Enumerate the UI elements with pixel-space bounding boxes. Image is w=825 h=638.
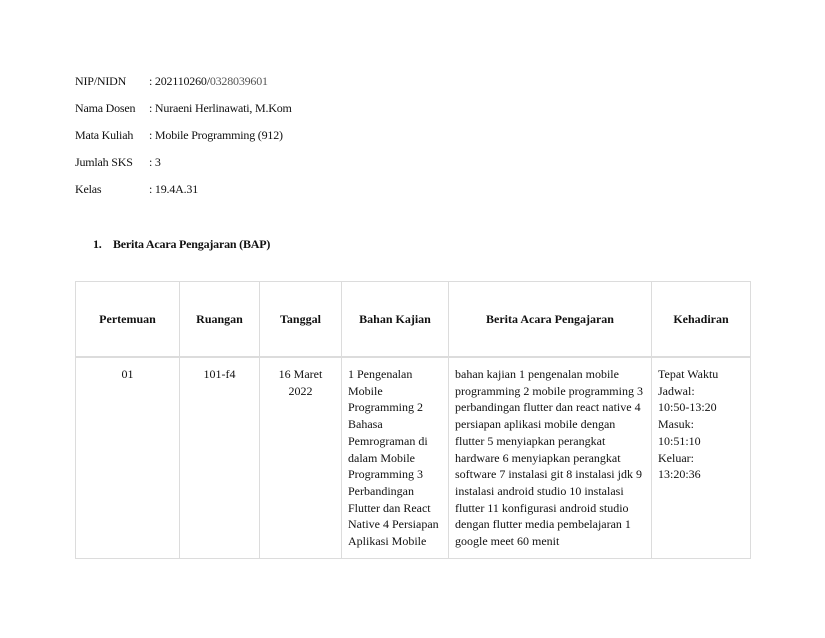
header-kehadiran: Kehadiran <box>652 282 751 358</box>
cell-pertemuan: 01 <box>76 357 180 558</box>
info-row-matakuliah <box>75 128 292 155</box>
header-tanggal: Tanggal <box>260 282 342 358</box>
kelas-label: Kelas <box>75 182 102 196</box>
header-bahan-kajian: Bahan Kajian <box>342 282 449 358</box>
info-row-nip <box>75 74 292 101</box>
cell-kehadiran <box>652 357 751 558</box>
sks-value: : 3 <box>149 155 161 169</box>
section-heading <box>93 237 270 252</box>
cell-bahan-kajian: 1 Pengenalan Mobile Programming 2 Bahasa Pemrograman di dalam Mobile Programming 3 Perbandingan Flutter dan React Native 4 Persiapan Aplikasi Mobile <box>342 357 449 558</box>
bap-table <box>75 281 751 559</box>
section-title: Berita Acara Pengajaran (BAP) <box>113 237 271 251</box>
dosen-value: : Nuraeni Herlinawati, M.Kom <box>149 101 292 115</box>
sks-label: Jumlah SKS <box>75 155 133 169</box>
header-pertemuan: Pertemuan <box>76 282 180 358</box>
nip-label: NIP/NIDN <box>75 74 127 88</box>
table-row <box>76 357 751 558</box>
kehadiran-keluar: 13:20:36 <box>658 467 701 482</box>
lecturer-info <box>75 74 292 209</box>
info-row-sks <box>75 155 292 182</box>
cell-berita-acara: bahan kajian 1 pengenalan mobile programming 2 mobile programming 3 perbandingan flutter dan react native 4 persiapan aplikasi mobile dengan flutter 5 menyiapkan perangkat hardware 6 menyiapkan perangkat software 7 instalasi git 8 instalasi jdk 9 instalasi android studio 10 instalasi flutter 11 konfigurasi android studio dengan flutter media pembelajaran 1 google meet 60 menit <box>449 357 652 558</box>
matakuliah-value: : Mobile Programming (912) <box>149 128 283 142</box>
nip-value <box>149 74 268 89</box>
kehadiran-masuk-label: Masuk: <box>658 417 694 432</box>
kehadiran-status: Tepat Waktu <box>658 367 719 381</box>
cell-tanggal: 16 Maret 2022 <box>260 357 342 558</box>
nip-value-main: : 202110260/ <box>149 74 210 88</box>
kehadiran-keluar-label: Keluar: <box>658 450 694 465</box>
header-ruangan: Ruangan <box>180 282 260 358</box>
header-berita-acara: Berita Acara Pengajaran <box>449 282 652 358</box>
info-row-dosen <box>75 101 292 128</box>
info-row-kelas <box>75 182 292 209</box>
kelas-value: : 19.4A.31 <box>149 182 199 196</box>
kehadiran-jadwal-label: Jadwal: <box>658 383 695 398</box>
dosen-label: Nama Dosen <box>75 101 136 115</box>
cell-ruangan: 101-f4 <box>180 357 260 558</box>
kehadiran-jadwal: 10:50-13:20 <box>658 400 717 415</box>
table-header-row <box>76 282 751 358</box>
nidn-value: 0328039601 <box>209 74 268 88</box>
matakuliah-label: Mata Kuliah <box>75 128 134 142</box>
section-number: 1. <box>93 237 102 251</box>
kehadiran-masuk: 10:51:10 <box>658 433 701 448</box>
